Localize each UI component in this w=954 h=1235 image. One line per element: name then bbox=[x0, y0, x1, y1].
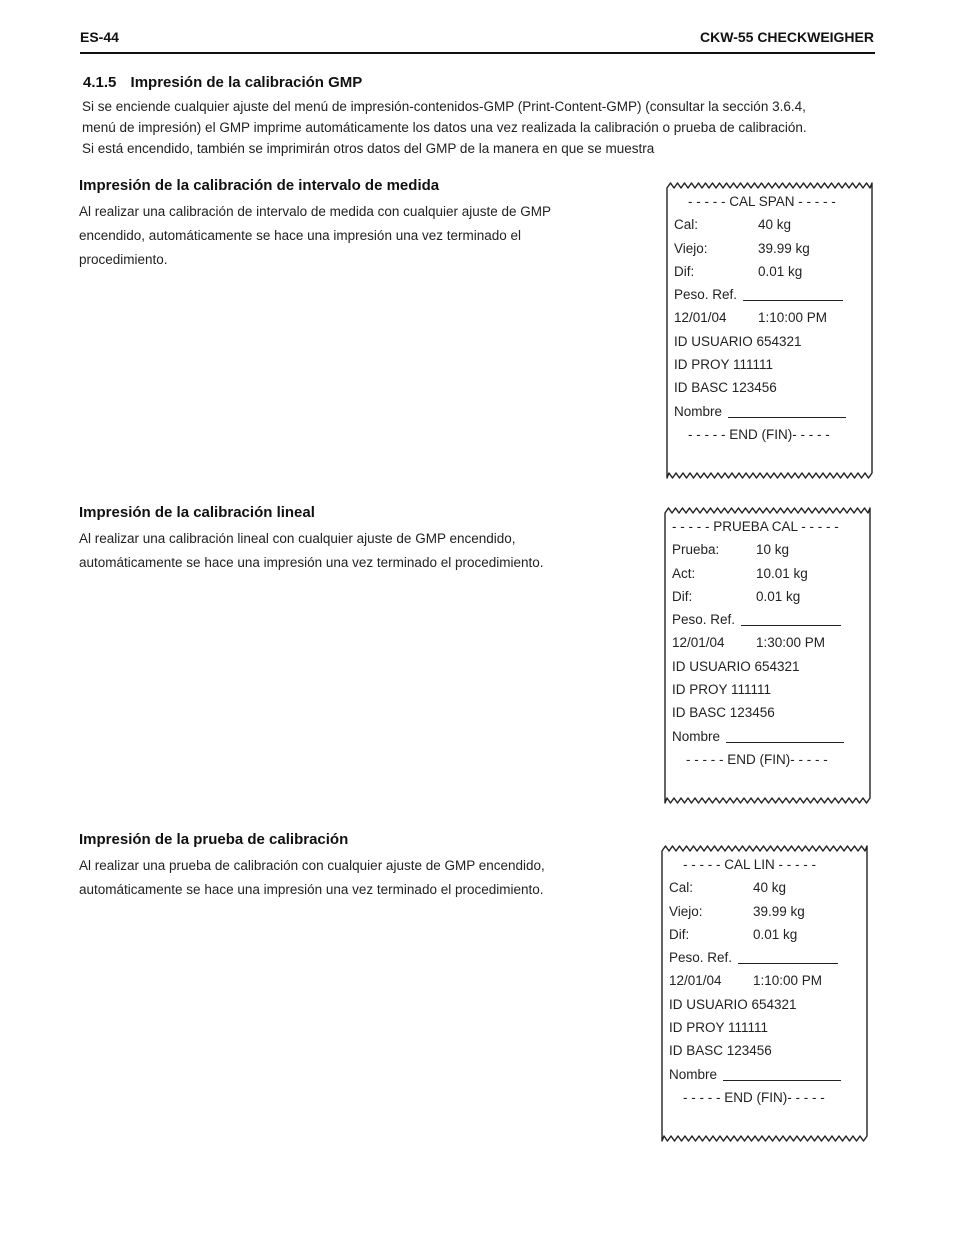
receipt-value: 10 kg bbox=[756, 542, 790, 558]
receipt-banner: - - - - - CAL SPAN - - - - - bbox=[688, 194, 836, 209]
subsection-body bbox=[79, 527, 589, 575]
receipt-banner: - - - - - PRUEBA CAL - - - - - bbox=[672, 519, 839, 534]
ref-weight-blank bbox=[738, 949, 838, 964]
subsection-span-calibration bbox=[79, 177, 589, 272]
receipt-project-id: ID PROY 111111 bbox=[669, 1020, 769, 1036]
intro-line: menú de impresión) el GMP imprime automáticamente los datos una vez realizada la calibración o prueba de calibración. bbox=[82, 120, 807, 135]
receipt-value: 10.01 kg bbox=[756, 565, 808, 581]
receipt-prueba-cal bbox=[664, 507, 874, 809]
receipt-label: Dif: bbox=[669, 926, 690, 942]
receipt-value: 0.01 kg bbox=[758, 263, 803, 279]
receipt-value: 0.01 kg bbox=[753, 926, 798, 942]
receipt-value: 0.01 kg bbox=[756, 588, 801, 604]
receipt-end: - - - - - END (FIN)- - - - - bbox=[686, 751, 828, 767]
section-intro bbox=[82, 96, 872, 159]
receipt-value: 39.99 kg bbox=[753, 903, 805, 919]
receipt-value: 40 kg bbox=[758, 217, 792, 233]
receipt-project-id: ID PROY 111111 bbox=[674, 357, 774, 373]
body-line: Al realizar una prueba de calibración con cualquier ajuste de GMP encendido, bbox=[79, 858, 545, 873]
page-number: ES-44 bbox=[80, 29, 119, 45]
receipt-banner: - - - - - CAL LIN - - - - - bbox=[683, 857, 816, 872]
name-blank bbox=[726, 728, 844, 743]
receipt-scale-id: ID BASC 123456 bbox=[672, 705, 775, 721]
receipt-date: 12/01/04 bbox=[672, 635, 725, 651]
receipt-date: 12/01/04 bbox=[674, 310, 727, 326]
receipt-name-label: Nombre bbox=[672, 728, 721, 744]
receipt-end: - - - - - END (FIN)- - - - - bbox=[688, 426, 830, 442]
receipt-ref-label: Peso. Ref. bbox=[669, 950, 733, 966]
receipt-ref-label: Peso. Ref. bbox=[672, 612, 736, 628]
subsection-body bbox=[79, 200, 589, 272]
receipt-name-label: Nombre bbox=[669, 1066, 718, 1082]
name-blank bbox=[728, 403, 846, 418]
receipt-label: Act: bbox=[672, 565, 696, 581]
receipt-label: Prueba: bbox=[672, 542, 720, 558]
receipt-end: - - - - - END (FIN)- - - - - bbox=[683, 1089, 825, 1105]
receipt-project-id: ID PROY 111111 bbox=[672, 682, 772, 698]
product-name: CKW-55 CHECKWEIGHER bbox=[700, 29, 874, 45]
intro-line: Si está encendido, también se imprimirán otros datos del GMP de la manera en que se muestra bbox=[82, 141, 655, 156]
receipt-date: 12/01/04 bbox=[669, 973, 722, 989]
body-line: automáticamente se hace una impresión una vez terminado el procedimiento. bbox=[79, 882, 544, 897]
section-title bbox=[83, 74, 362, 91]
body-line: procedimiento. bbox=[79, 252, 168, 267]
ref-weight-blank bbox=[743, 286, 843, 301]
header-rule bbox=[80, 52, 875, 54]
receipt-cal-lin bbox=[661, 845, 871, 1147]
receipt-label: Dif: bbox=[672, 588, 693, 604]
receipt-label: Cal: bbox=[674, 217, 699, 233]
receipt-user-id: ID USUARIO 654321 bbox=[672, 658, 800, 674]
subsection-heading: Impresión de la prueba de calibración bbox=[79, 831, 349, 848]
receipt-value: 39.99 kg bbox=[758, 240, 810, 256]
body-line: Al realizar una calibración lineal con cualquier ajuste de GMP encendido, bbox=[79, 531, 516, 546]
receipt-scale-id: ID BASC 123456 bbox=[669, 1043, 772, 1059]
subsection-linear-calibration bbox=[79, 504, 589, 575]
subsection-heading: Impresión de la calibración lineal bbox=[79, 504, 315, 521]
receipt-name-label: Nombre bbox=[674, 403, 723, 419]
section-number: 4.1.5 bbox=[83, 74, 117, 91]
subsection-calibration-test bbox=[79, 831, 589, 902]
receipt-cal-span bbox=[666, 182, 876, 484]
receipt-ref-label: Peso. Ref. bbox=[674, 287, 738, 303]
name-blank bbox=[723, 1066, 841, 1081]
section-title-text: Impresión de la calibración GMP bbox=[130, 74, 363, 91]
receipt-label: Viejo: bbox=[674, 240, 708, 256]
receipt-time: 1:10:00 PM bbox=[753, 973, 823, 989]
receipt-user-id: ID USUARIO 654321 bbox=[674, 333, 802, 349]
receipt-label: Cal: bbox=[669, 880, 694, 896]
receipt-label: Dif: bbox=[674, 263, 695, 279]
body-line: encendido, automáticamente se hace una impresión una vez terminado el bbox=[79, 228, 522, 243]
receipt-value: 40 kg bbox=[753, 880, 787, 896]
receipt-label: Viejo: bbox=[669, 903, 703, 919]
receipt-time: 1:10:00 PM bbox=[758, 310, 828, 326]
subsection-heading: Impresión de la calibración de intervalo de medida bbox=[79, 177, 440, 194]
subsection-body bbox=[79, 854, 589, 902]
receipt-scale-id: ID BASC 123456 bbox=[674, 380, 777, 396]
receipt-user-id: ID USUARIO 654321 bbox=[669, 996, 797, 1012]
intro-line: Si se enciende cualquier ajuste del menú de impresión-contenidos-GMP (Print-Content-GMP) (consultar la sección 3.6.4, bbox=[82, 99, 806, 114]
ref-weight-blank bbox=[741, 611, 841, 626]
body-line: Al realizar una calibración de intervalo de medida con cualquier ajuste de GMP bbox=[79, 204, 552, 219]
receipt-time: 1:30:00 PM bbox=[756, 635, 826, 651]
body-line: automáticamente se hace una impresión una vez terminado el procedimiento. bbox=[79, 555, 544, 570]
